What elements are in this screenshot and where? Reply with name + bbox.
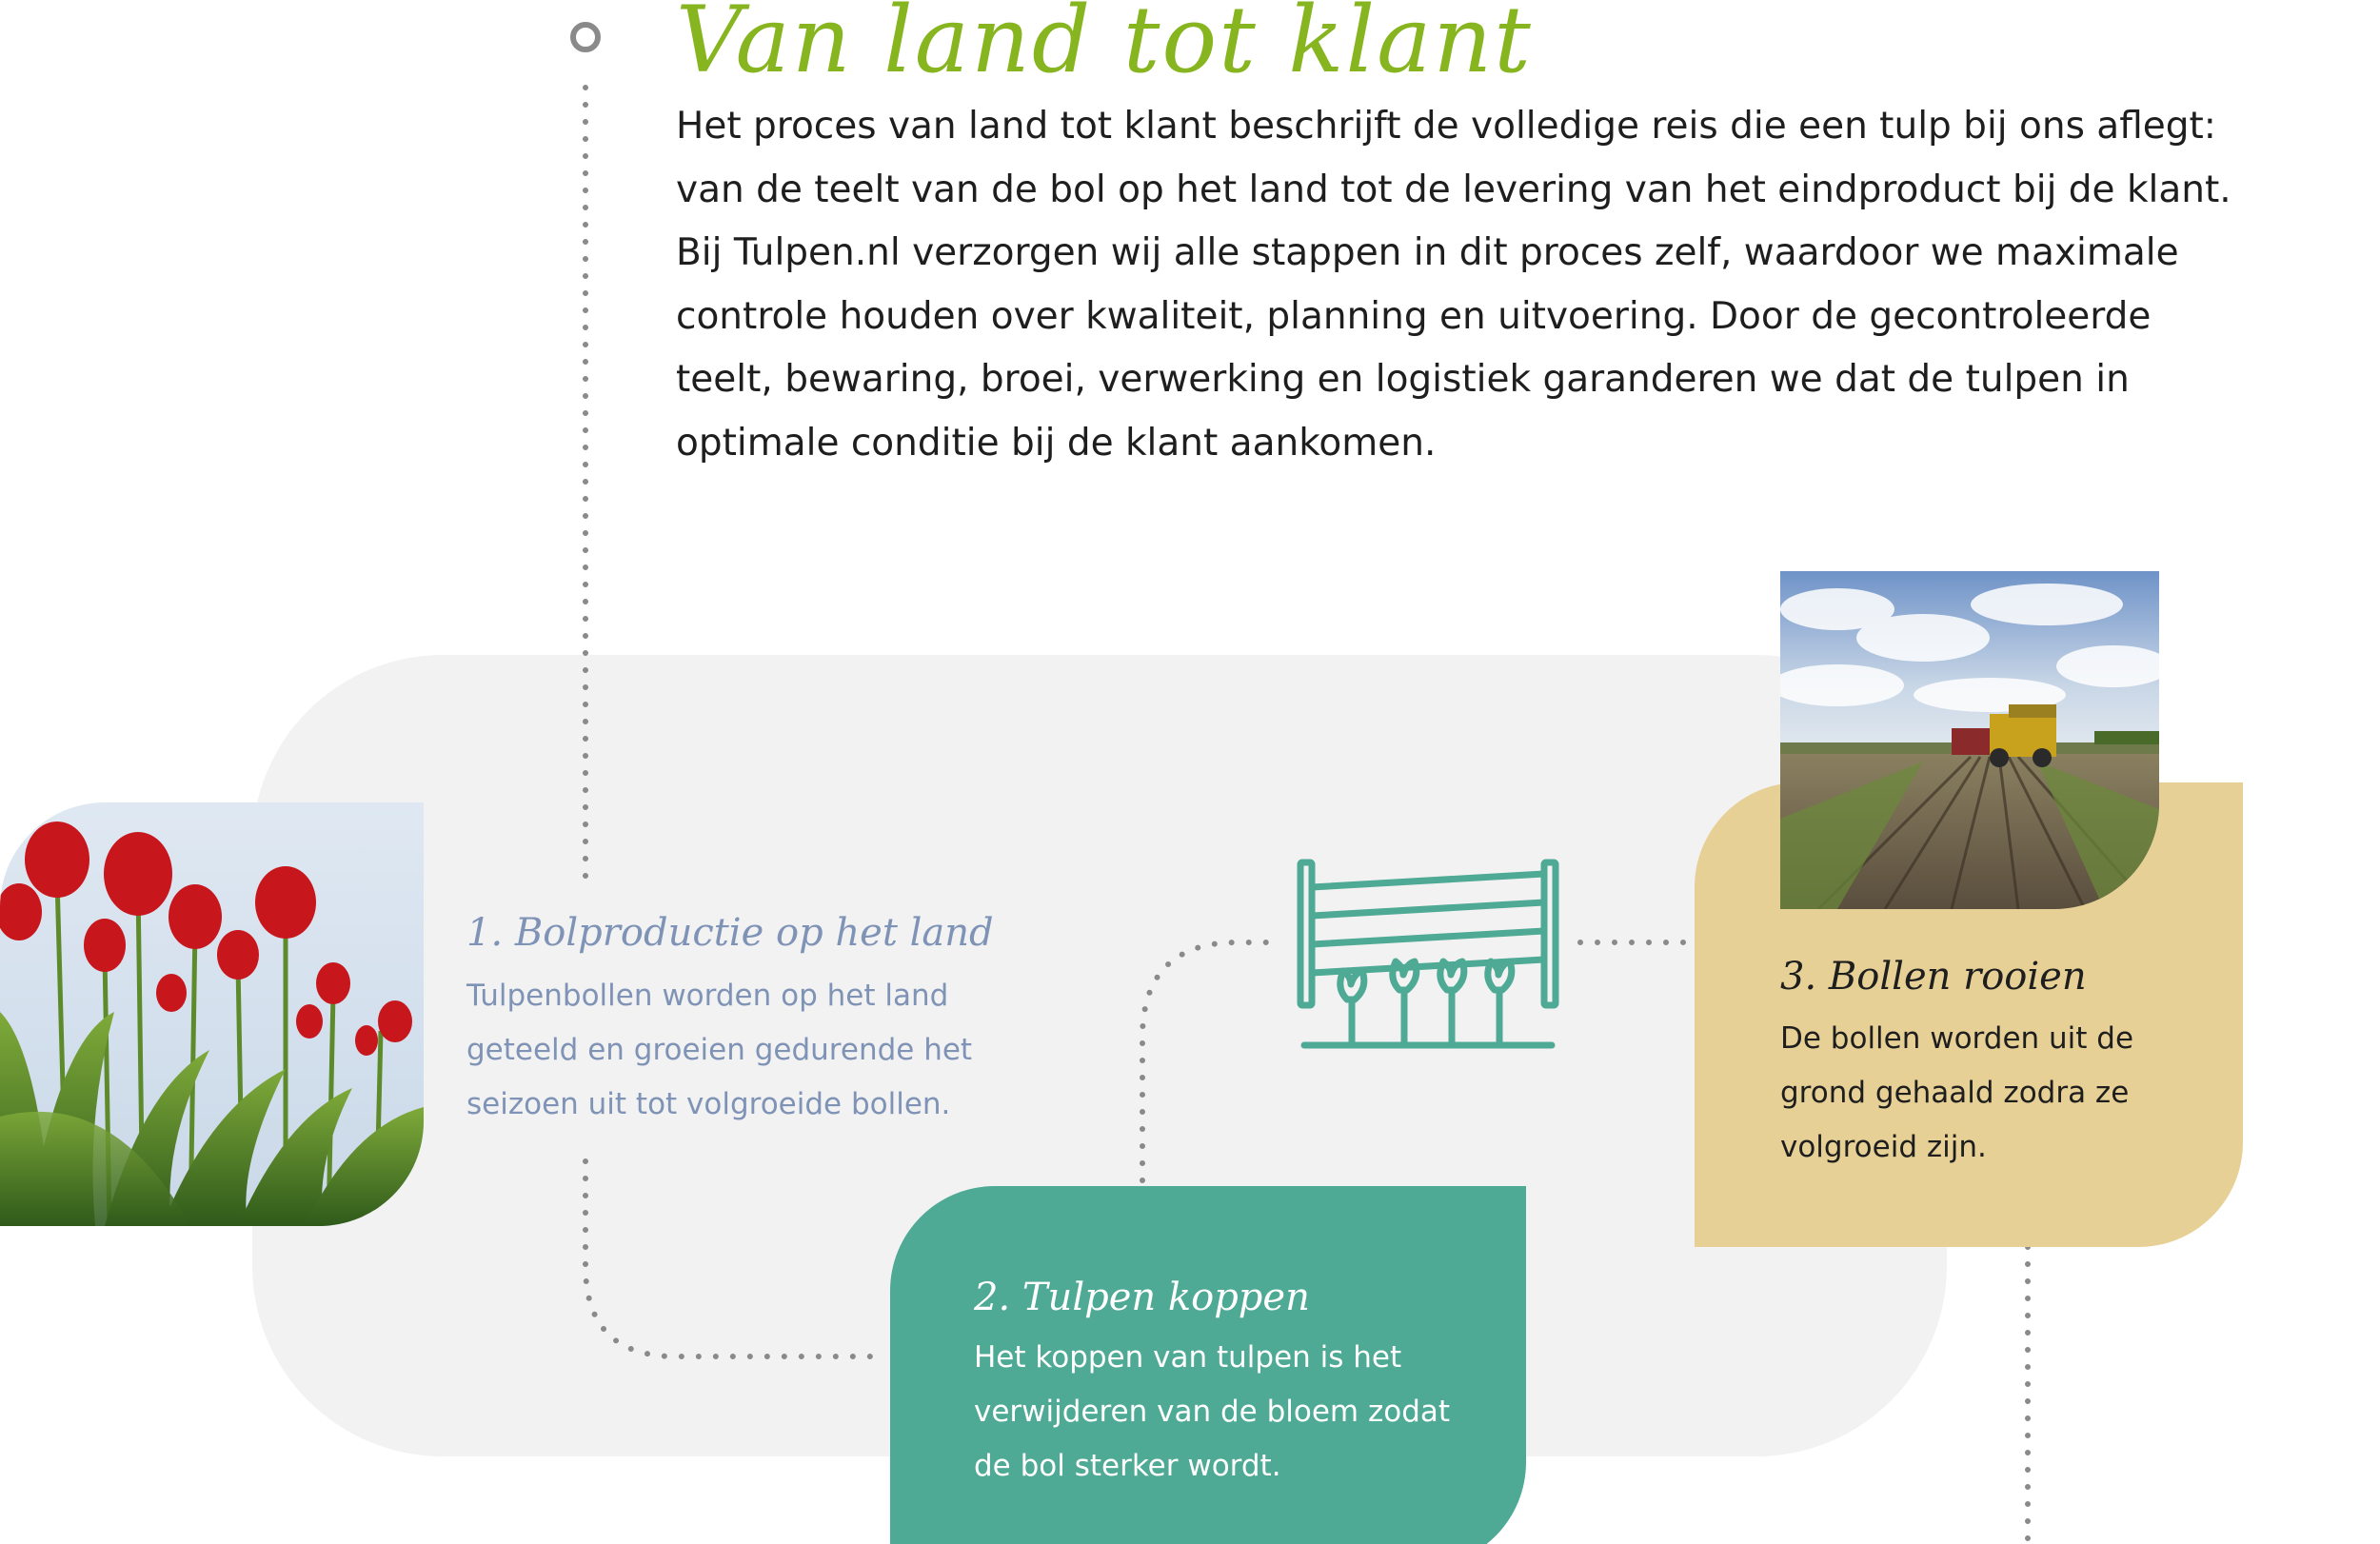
step1-text: Tulpenbollen worden op het land geteeld en groeien gedurende het seizoen uit tot volgroeide bollen.	[466, 979, 973, 1121]
page-title: Van land tot klant	[676, 0, 1533, 93]
timeline-start-icon	[570, 22, 601, 52]
step1-title: 1. Bolproductie op het land	[466, 911, 994, 955]
tulips-photo	[0, 802, 424, 1226]
step3-text: De bollen worden uit de grond gehaald zodra ze volgroeid zijn.	[1780, 1021, 2134, 1164]
harvest-photo	[1780, 571, 2159, 909]
step2-text: Het koppen van tulpen is het verwijderen van de bloem zodat de bol sterker wordt.	[974, 1340, 1451, 1483]
step2-title: 2. Tulpen koppen	[974, 1276, 1310, 1319]
step3-title: 3. Bollen rooien	[1780, 955, 2087, 999]
intro-paragraph: Het proces van land tot klant beschrijft de volledige reis die een tulp bij ons aflegt: van de teelt van de bol op het land tot de levering van het eindproduct bij de klant. Bij Tulpen.nl verzorgen wij alle stappen in dit proces zelf, waardoor we maximale controle houden over kwaliteit, planning en uitvoering. Door de gecontroleerde teelt, bewaring, broei, verwerking en logistiek garanderen we dat de tulpen in optimale conditie bij de klant aankomen.	[676, 105, 2231, 465]
fence-with-tulips-icon	[1295, 857, 1561, 1061]
